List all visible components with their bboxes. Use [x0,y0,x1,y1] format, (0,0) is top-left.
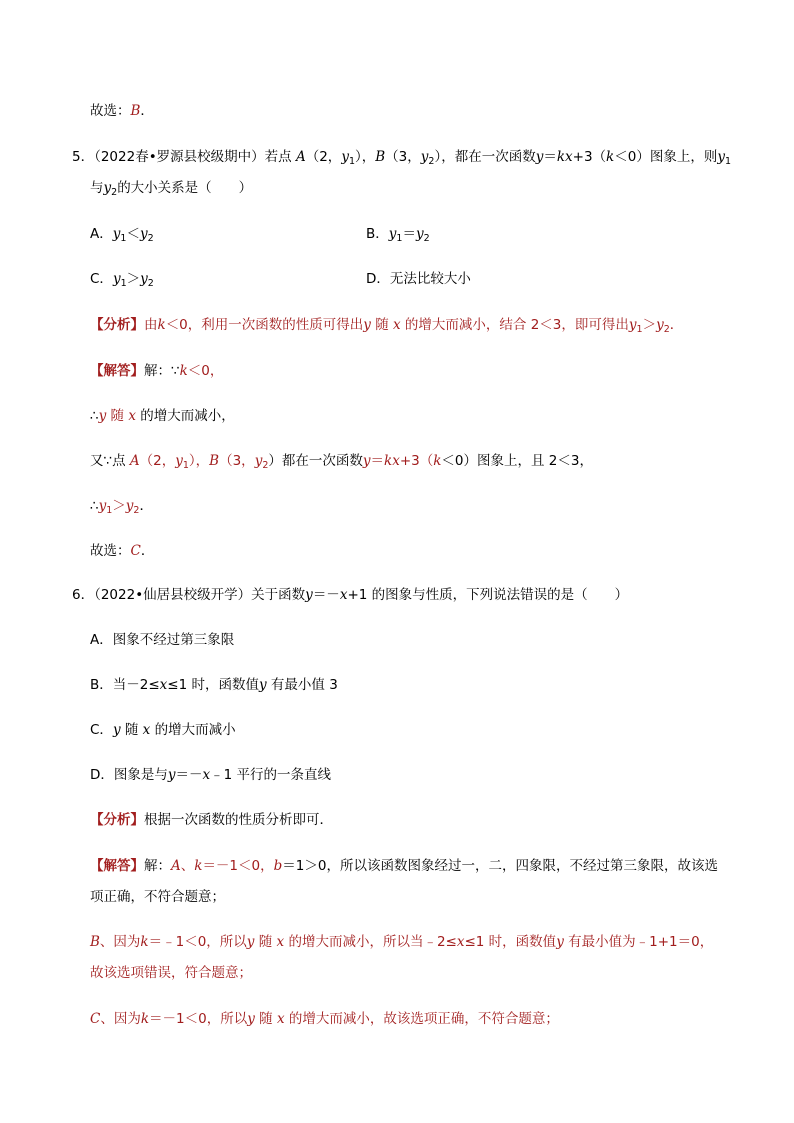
q6-analysis: 【分析】根据一次函数的性质分析即可． [90,812,333,828]
question-5-stem: 5．（2022春•罗源县校级期中）若点 A（2，$y_1$），B（3，$y_2$），都在一次函数y＝kx+3（k＜0）图象上，则$y_1$ [72,149,732,167]
question-5-stem-line2: 与$y_2$的大小关系是（ ） [90,180,253,198]
q5-option-a: A．$y_1<y_2$ [90,226,154,244]
q5-answer-line2: ∴y 随 x 的增大而减小， [90,408,235,424]
q6-option-b: B．当－2≤x≤1 时，函数值y 有最小值 3 [90,677,338,693]
q6-answer-c-line: C、因为k＝－1＜0，所以y 随 x 的增大而减小，故该选项正确，不符合题意； [90,1011,559,1027]
q6-answer-b-line1: B、因为k＝﹣1＜0，所以y 随 x 的增大而减小，所以当﹣2≤x≤1 时，函数值y 有最小值为﹣1+1＝0， [90,934,714,950]
question-6-stem: 6．（2022•仙居县校级开学）关于函数y＝－x+1 的图象与性质，下列说法错误的是（ ） [72,587,629,603]
q6-option-d: D．图象是与y＝－x﹣1 平行的一条直线 [90,767,332,783]
previous-answer-line: 故选：B． [90,103,154,119]
q5-answer-line3: 又∵点 A（2，$y_1$），B（3，$y_2$）都在一次函数y＝kx+3（k＜0）图象上，且 2＜3， [90,453,593,471]
q5-choose-line: 故选：C． [90,543,155,559]
q5-answer-line4: $\therefore y_1>y_2$． [90,498,153,516]
q6-option-a: A．图象不经过第三象限 [90,632,235,648]
q5-option-c: C．$y_1>y_2$ [90,271,154,289]
q6-option-c: C．y 随 x 的增大而减小 [90,722,236,738]
q6-answer-line2: 项正确，不符合题意； [90,889,225,905]
q6-answer-line1: 【解答】解：A、k＝－1＜0，b＝1＞0，所以该函数图象经过一，二，四象限，不经过第三象限，故该选 [90,858,718,874]
q6-answer-b-line2: 故该选项错误，符合题意； [90,965,252,981]
q5-option-d: D．无法比较大小 [366,271,471,287]
q5-answer-line1: 【解答】解：∵k＜0， [90,363,224,379]
q5-option-b: B．$y_1=y_2$ [366,226,430,244]
q5-analysis: 【分析】由k＜0，利用一次函数的性质可得出y 随 x 的增大而减小，结合 2＜3，即可得出$y_1>y_2$． [90,317,684,335]
